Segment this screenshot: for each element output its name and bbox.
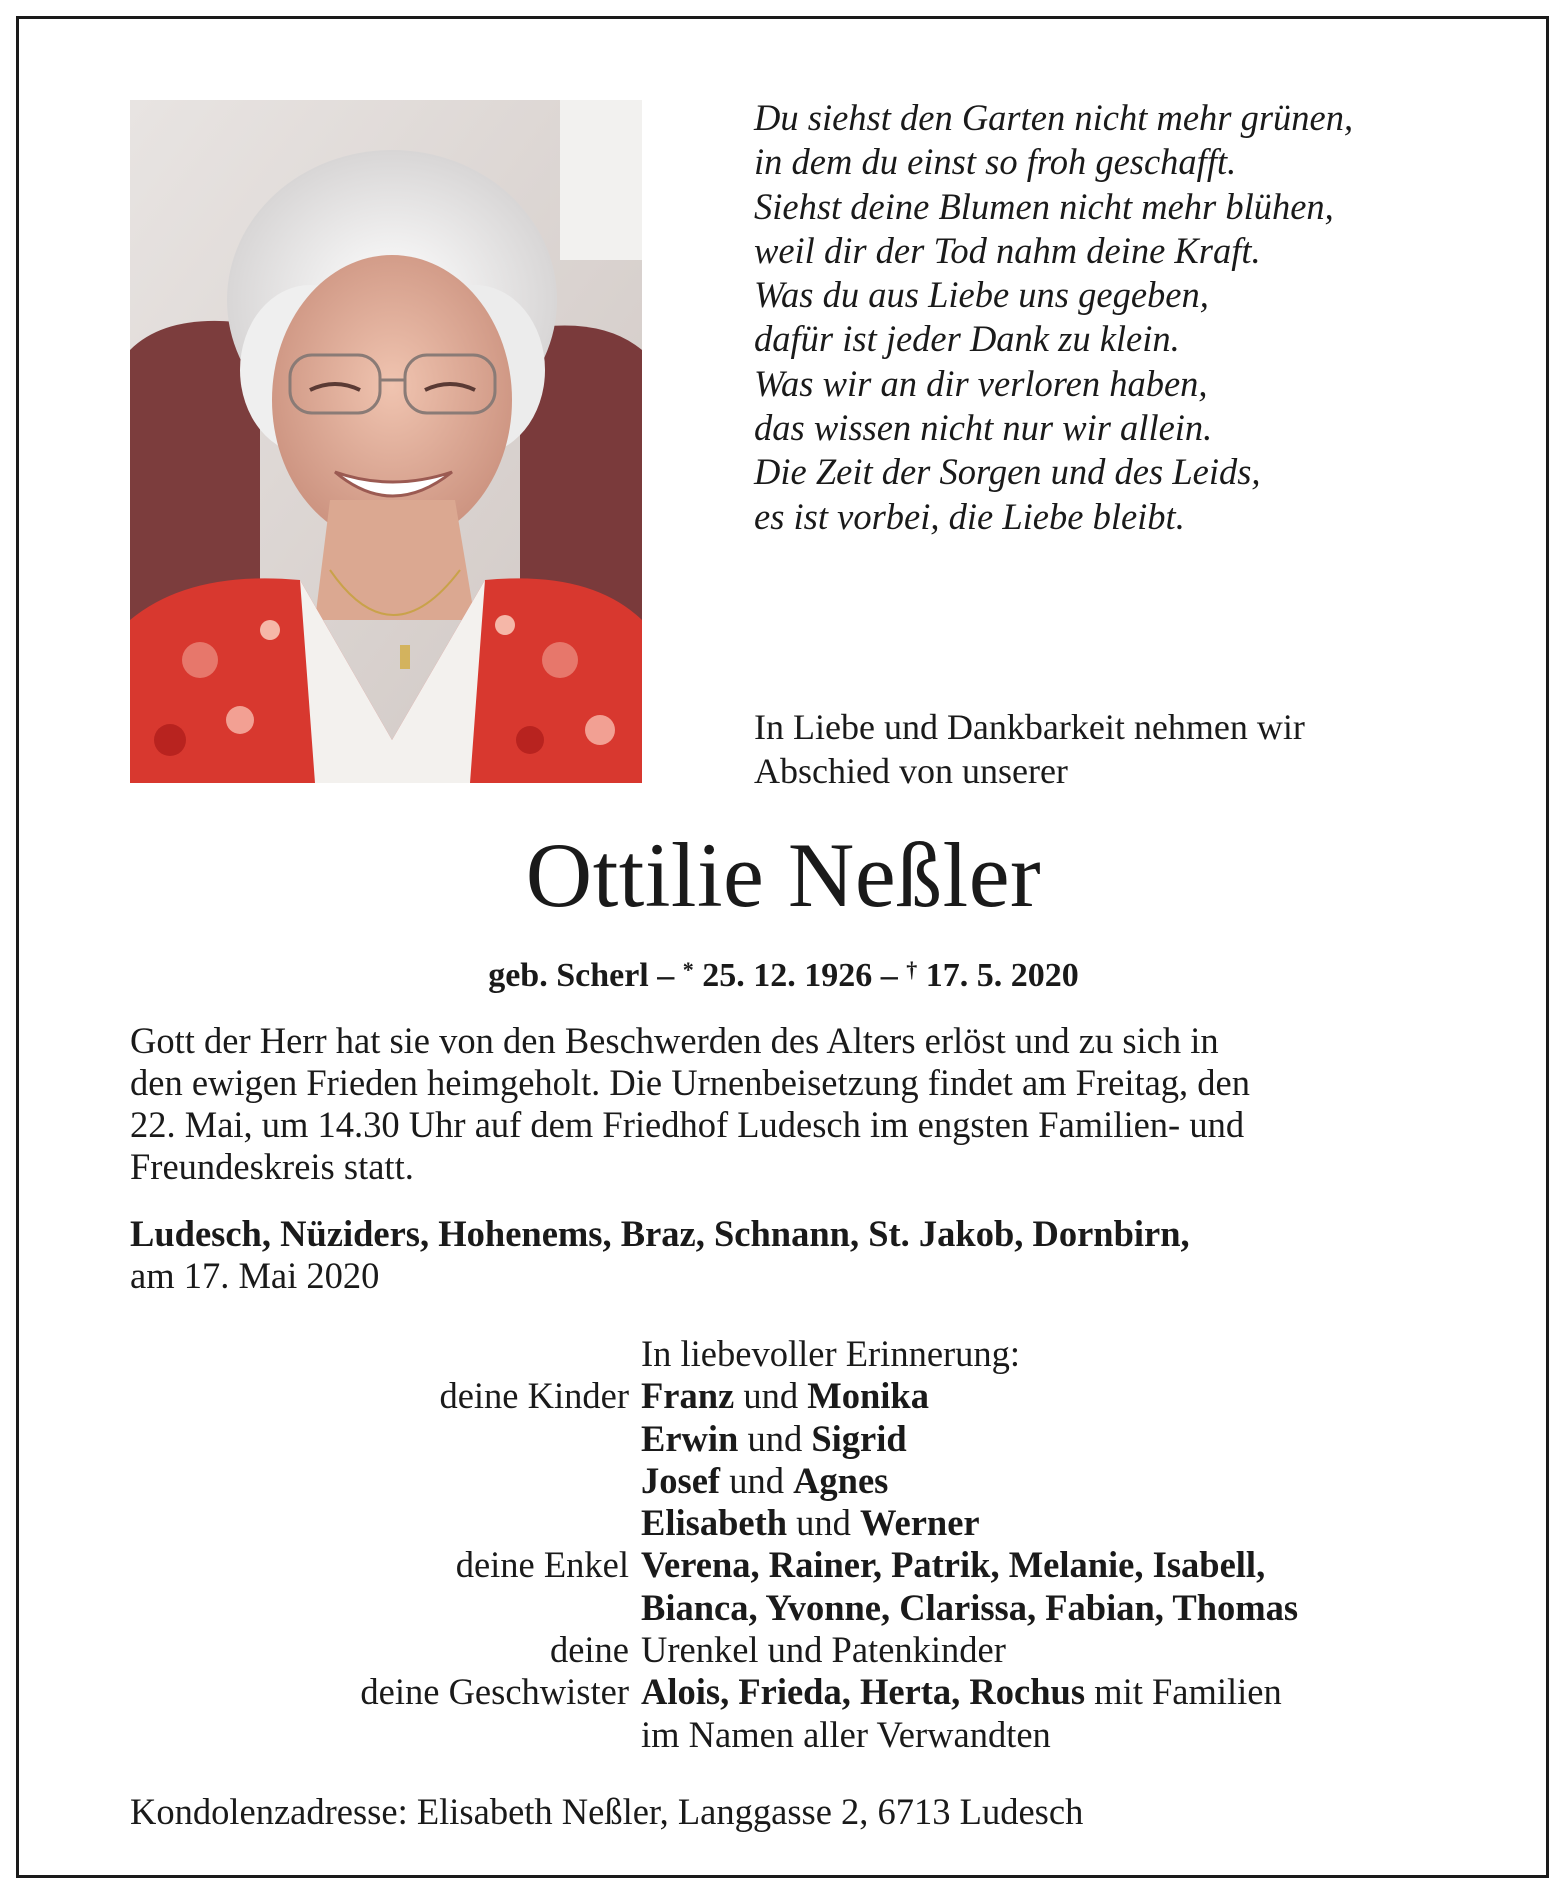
and-word: und [729,1459,784,1501]
death-symbol: † [906,957,918,982]
partner-name: Werner [860,1502,980,1544]
children-row [0,1502,1567,1544]
deceased-name: Ottilie Neßler [525,824,1042,926]
partner-name: Sigrid [811,1417,907,1459]
poem-line: Die Zeit der Sorgen und des Leids, [754,451,1261,493]
child-name: Josef [641,1459,721,1501]
poem-line: es ist vorbei, die Liebe bleibt. [754,495,1185,537]
poem-line: Siehst deine Blumen nicht mehr blühen, [754,185,1334,227]
maiden-name: geb. Scherl [488,957,649,994]
dash: – [872,957,907,994]
children-row [0,1375,1567,1417]
portrait-photo [130,100,642,783]
condolence-address: Kondolenzadresse: Elisabeth Neßler, Langgasse 2, 6713 Ludesch [130,1791,1084,1832]
relatives-text: im Namen aller Verwandten [641,1713,1051,1755]
child-name: Elisabeth [641,1502,788,1544]
children-row [0,1418,1567,1460]
farewell-intro [754,705,1454,793]
poem-line: weil dir der Tod nahm deine Kraft. [754,229,1261,271]
notice-date: am 17. Mai 2020 [130,1255,380,1296]
and-word: und [796,1502,851,1544]
and-word: und [743,1375,799,1417]
great-grandchildren-label: deine [549,1629,629,1671]
intro-line: In Liebe und Dankbarkeit nehmen wir [754,707,1305,747]
siblings-label: deine Geschwister [360,1671,629,1713]
family-list [0,1333,1567,1756]
grandchildren-label: deine Enkel [455,1544,629,1586]
grandchildren-row [0,1544,1567,1586]
family-heading-row [0,1333,1567,1375]
siblings-row [0,1671,1567,1713]
death-date: 17. 5. 2020 [917,957,1079,994]
announcement-line: Freundeskreis statt. [130,1146,414,1187]
remembrance-heading: In liebevoller Erinnerung: [641,1333,1021,1374]
towns: Ludesch, Nüziders, Hohenems, Braz, Schnann, St. Jakob, Dornbirn, [130,1213,1190,1254]
poem-line: in dem du einst so froh geschafft. [754,141,1237,183]
announcement-line: Gott der Herr hat sie von den Beschwerden des Alters erlöst und zu sich in [130,1020,1219,1061]
child-name: Erwin [641,1417,739,1459]
dash: – [648,957,683,994]
poem-line: das wissen nicht nur wir allein. [754,407,1213,449]
announcement-line: 22. Mai, um 14.30 Uhr auf dem Friedhof Ludesch im engsten Familien- und [130,1104,1245,1145]
relatives-row [0,1714,1567,1756]
grandchildren-names: Verena, Rainer, Patrik, Melanie, Isabell, [641,1544,1266,1586]
poem [754,96,1454,539]
great-grandchildren-text: Urenkel und Patenkinder [641,1629,1006,1671]
poem-line: Was du aus Liebe uns gegeben, [754,274,1209,316]
poem-line: dafür ist jeder Dank zu klein. [754,318,1180,360]
grandchildren-names: Bianca, Yvonne, Clarissa, Fabian, Thomas [641,1586,1299,1628]
partner-name: Monika [807,1375,929,1417]
announcement-line: den ewigen Frieden heimgeholt. Die Urnenbeisetzung findet am Freitag, den [130,1062,1251,1103]
great-grandchildren-row [0,1629,1567,1671]
children-label: deine Kinder [439,1375,629,1417]
and-word: und [747,1417,803,1459]
siblings-names: Alois, Frieda, Herta, Rochus [641,1671,1086,1713]
children-row [0,1460,1567,1502]
life-dates [0,948,1567,998]
siblings-suffix: mit Familien [1085,1671,1282,1713]
funeral-announcement [130,1020,1470,1188]
grandchildren-row [0,1587,1567,1629]
child-name: Franz [641,1375,735,1417]
poem-line: Du siehst den Garten nicht mehr grünen, [754,97,1354,138]
poem-line: Was wir an dir verloren haben, [754,362,1208,404]
partner-name: Agnes [793,1459,889,1501]
birth-symbol: * [682,957,694,982]
places-and-date [130,1213,1470,1297]
birth-date: 25. 12. 1926 [693,957,873,994]
intro-line: Abschied von unserer [754,751,1068,791]
